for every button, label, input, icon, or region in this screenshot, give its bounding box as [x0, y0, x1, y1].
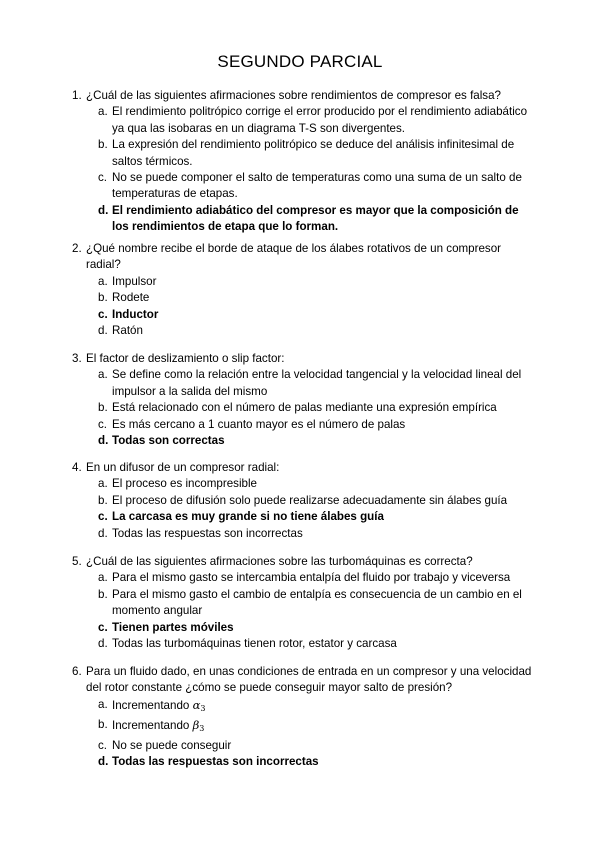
option-letter: a.	[98, 368, 108, 382]
option-text: Es más cercano a 1 cuanto mayor es el número de palas	[112, 417, 406, 431]
option-b	[72, 137, 532, 170]
option-letter: d.	[98, 755, 109, 769]
option-text: El proceso es incompresible	[112, 477, 257, 491]
option-a	[72, 104, 532, 137]
option-text: Incrementando	[112, 698, 190, 712]
option-a	[72, 570, 532, 586]
option-text: El rendimiento adiabático del compresor es mayor que la composición de los rendimientos de etapa que lo forman.	[112, 203, 519, 234]
option-b	[72, 717, 532, 737]
option-letter: d.	[98, 434, 109, 448]
question-text: El factor de deslizamiento o slip factor:	[86, 352, 285, 365]
question-stem	[72, 351, 532, 367]
option-letter: c.	[98, 738, 108, 752]
question-number: 5.	[72, 555, 82, 568]
option-letter: b.	[98, 291, 108, 305]
option-text: Todas son correctas	[112, 434, 225, 448]
option-text: Todas las respuestas son incorrectas	[112, 755, 319, 769]
option-text: Inductor	[112, 307, 159, 321]
option-a	[72, 476, 532, 492]
option-text: Incrementando	[112, 719, 190, 733]
option-letter: a.	[98, 274, 108, 288]
option-d	[72, 323, 532, 339]
option-text: El rendimiento politrópico corrige el error producido por el rendimiento adiabático ya qua las isobaras en un diagrama T-S son divergentes.	[112, 105, 528, 135]
option-letter: a.	[98, 105, 108, 119]
question-1	[72, 88, 532, 236]
question-text: ¿Qué nombre recibe el borde de ataque de los álabes rotativos de un compresor radial?	[86, 242, 502, 272]
option-letter: d.	[98, 203, 109, 217]
question-number: 1.	[72, 89, 82, 102]
question-text: En un difusor de un compresor radial:	[86, 461, 280, 474]
option-d	[72, 636, 532, 652]
question-stem	[72, 554, 532, 570]
math-subscript: 3	[200, 703, 206, 713]
option-text: La expresión del rendimiento politrópico se deduce del análisis infinitesimal de saltos térmicos.	[112, 138, 515, 168]
option-text: Está relacionado con el número de palas mediante una expresión empírica	[112, 401, 497, 415]
option-text: Tienen partes móviles	[112, 620, 234, 634]
question-number: 3.	[72, 352, 82, 365]
option-a	[72, 697, 532, 717]
option-a	[72, 274, 532, 290]
option-text: Rodete	[112, 291, 150, 305]
math-subscript: 3	[199, 724, 205, 734]
option-c	[72, 417, 532, 433]
option-c	[72, 170, 532, 203]
question-number: 6.	[72, 665, 82, 678]
option-text: No se puede conseguir	[112, 738, 232, 752]
option-letter: b.	[98, 587, 108, 601]
option-text: El proceso de difusión solo puede realizarse adecuadamente sin álabes guía	[112, 493, 508, 507]
page-title: SEGUNDO PARCIAL	[217, 52, 383, 71]
option-d-correct	[72, 433, 532, 449]
option-c-correct	[72, 509, 532, 525]
option-letter: d.	[98, 324, 108, 338]
question-number: 2.	[72, 242, 82, 255]
option-d	[72, 526, 532, 542]
question-3	[72, 351, 532, 449]
option-letter: d.	[98, 637, 108, 651]
option-letter: d.	[98, 526, 108, 540]
option-text: La carcasa es muy grande si no tiene álabes guía	[112, 510, 384, 524]
option-letter: a.	[98, 477, 108, 491]
math-symbol: α	[192, 697, 201, 712]
option-b	[72, 400, 532, 416]
option-letter: c.	[98, 510, 108, 524]
option-d-correct	[72, 754, 532, 770]
question-stem	[72, 664, 532, 697]
option-text: Se define como la relación entre la velocidad tangencial y la velocidad lineal del impulsor a la salida del mismo	[112, 368, 522, 398]
question-2	[72, 241, 532, 339]
option-letter: b.	[98, 401, 108, 415]
option-letter: c.	[98, 620, 108, 634]
math-symbol: β	[192, 718, 200, 733]
question-6	[72, 664, 532, 770]
option-text: Ratón	[112, 324, 143, 338]
question-text: ¿Cuál de las siguientes afirmaciones sobre rendimientos de compresor es falsa?	[86, 89, 502, 102]
option-c-correct	[72, 307, 532, 323]
question-stem	[72, 241, 532, 274]
option-b	[72, 493, 532, 509]
beta-symbol	[193, 718, 205, 732]
question-text: ¿Cuál de las siguientes afirmaciones sobre las turbomáquinas es correcta?	[86, 555, 473, 568]
alpha-symbol	[193, 698, 206, 712]
option-a	[72, 367, 532, 400]
question-stem	[72, 460, 532, 476]
question-number: 4.	[72, 461, 82, 474]
option-letter: c.	[98, 171, 108, 185]
option-text: Impulsor	[112, 274, 157, 288]
question-stem	[72, 88, 532, 104]
option-c-correct	[72, 620, 532, 636]
question-5	[72, 554, 532, 652]
option-c	[72, 738, 532, 754]
question-text: Para un fluido dado, en unas condiciones de entrada en un compresor y una velocidad del rotor constante ¿cómo se puede conseguir mayor salto de presión?	[86, 665, 532, 695]
option-text: Todas las respuestas son incorrectas	[112, 526, 303, 540]
option-text: Todas las turbomáquinas tienen rotor, estator y carcasa	[112, 637, 397, 651]
option-text: Para el mismo gasto el cambio de entalpía es consecuencia de un cambio en el momento angular	[112, 587, 522, 618]
option-letter: a.	[98, 571, 108, 585]
option-text: Para el mismo gasto se intercambia entalpía del fluido por trabajo y viceversa	[112, 571, 511, 585]
option-letter: c.	[98, 417, 108, 431]
option-d-correct	[72, 203, 532, 236]
option-letter: b.	[98, 718, 108, 732]
option-b	[72, 290, 532, 306]
option-letter: a.	[98, 697, 108, 711]
option-letter: b.	[98, 138, 108, 152]
option-b	[72, 587, 532, 620]
option-letter: c.	[98, 307, 108, 321]
question-4	[72, 460, 532, 542]
option-letter: b.	[98, 493, 108, 507]
option-text: No se puede componer el salto de temperaturas como una suma de un salto de temperaturas de etapas.	[112, 171, 522, 201]
